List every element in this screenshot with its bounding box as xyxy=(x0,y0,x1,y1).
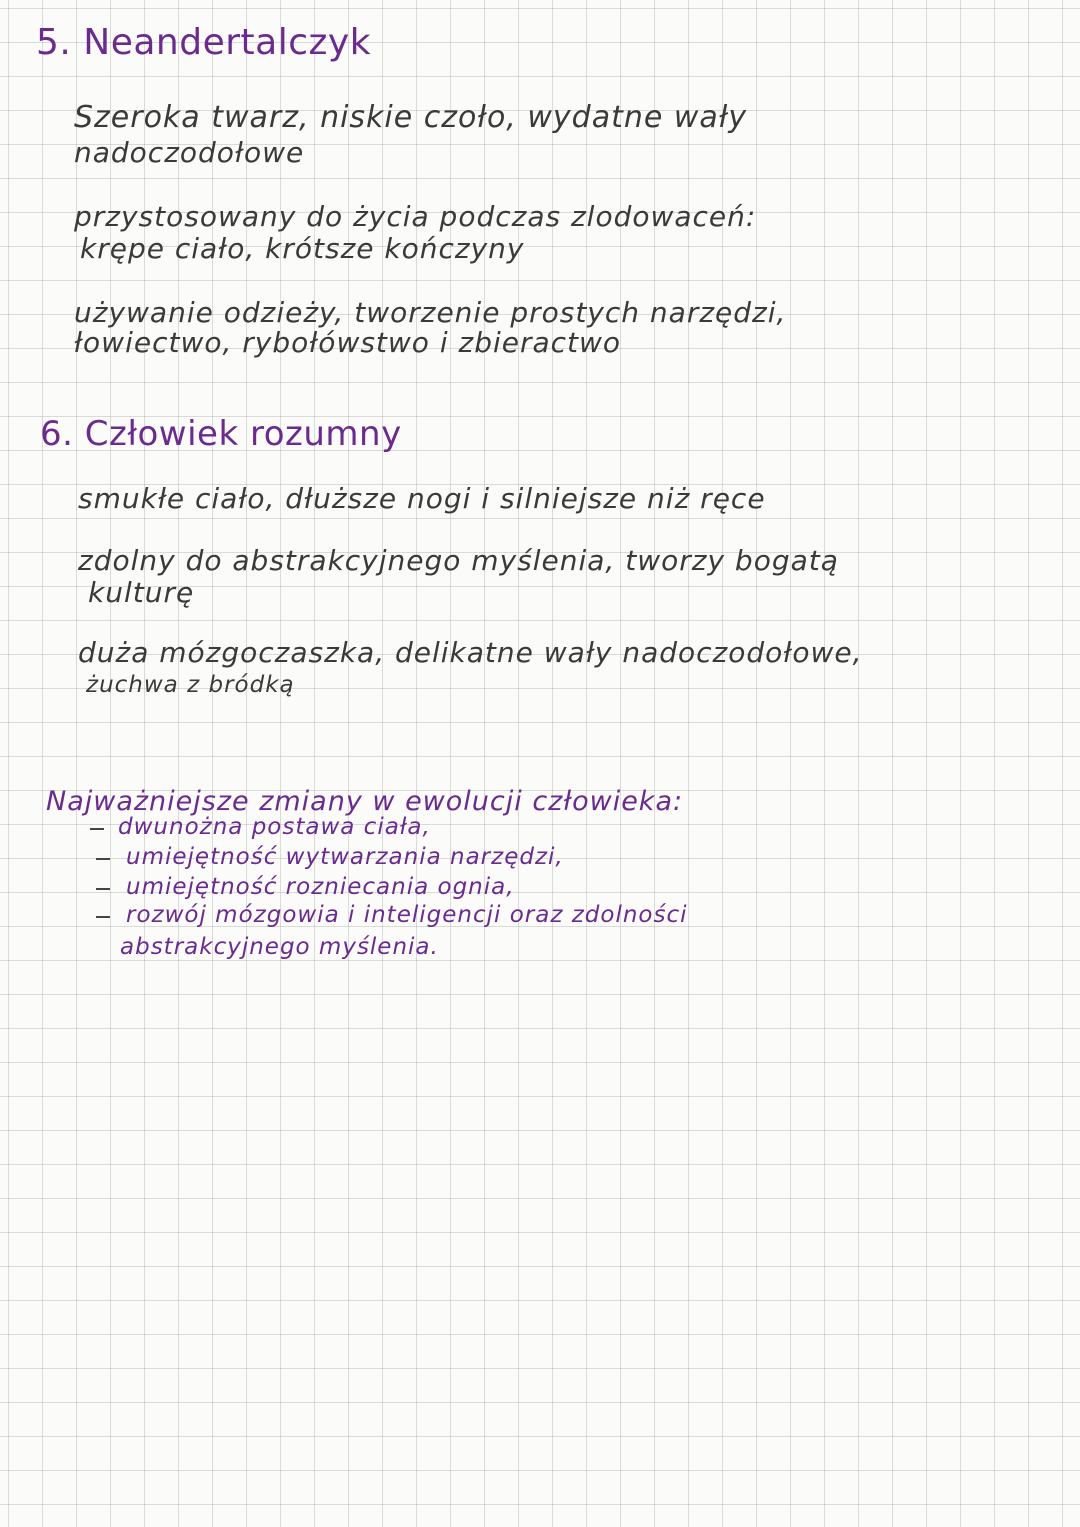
section5-line-6: łowiectwo, rybołówstwo i zbieractwo xyxy=(74,326,622,359)
dash-icon xyxy=(96,916,110,918)
section6-line-1: smukłe ciało, dłuższe nogi i silniejsze niż ręce xyxy=(78,482,766,515)
section6-line-2: zdolny do abstrakcyjnego myślenia, tworzy bogatą xyxy=(78,544,839,577)
summary-title: Najważniejsze zmiany w ewolucji człowieka: xyxy=(46,786,684,817)
section5-line-5: używanie odzieży, tworzenie prostych narzędzi, xyxy=(74,296,787,329)
summary-item-4: rozwój mózgowia i inteligencji oraz zdolności xyxy=(126,902,688,928)
section6-title: 6. Człowiek rozumny xyxy=(40,414,402,454)
section5-title: 5. Neandertalczyk xyxy=(36,22,372,63)
section5-line-4: krępe ciało, krótsze kończyny xyxy=(80,232,525,265)
summary-item-1: dwunożna postawa ciała, xyxy=(118,814,431,840)
section5-line-1: Szeroka twarz, niskie czoło, wydatne wały xyxy=(74,100,748,135)
section6-line-4: duża mózgoczaszka, delikatne wały nadoczodołowe, xyxy=(78,636,863,669)
section6-line-5: żuchwa z bródką xyxy=(86,672,295,698)
section5-line-2: nadoczodołowe xyxy=(74,136,305,169)
dash-icon xyxy=(96,888,110,890)
dash-icon xyxy=(96,858,110,860)
summary-item-3: umiejętność rozniecania ognia, xyxy=(126,874,515,900)
section5-line-3: przystosowany do życia podczas zlodowaceń: xyxy=(74,200,757,233)
section6-line-3: kulturę xyxy=(88,576,195,609)
summary-item-5: abstrakcyjnego myślenia. xyxy=(120,934,439,960)
summary-item-2: umiejętność wytwarzania narzędzi, xyxy=(126,844,564,870)
dash-icon xyxy=(90,828,104,830)
